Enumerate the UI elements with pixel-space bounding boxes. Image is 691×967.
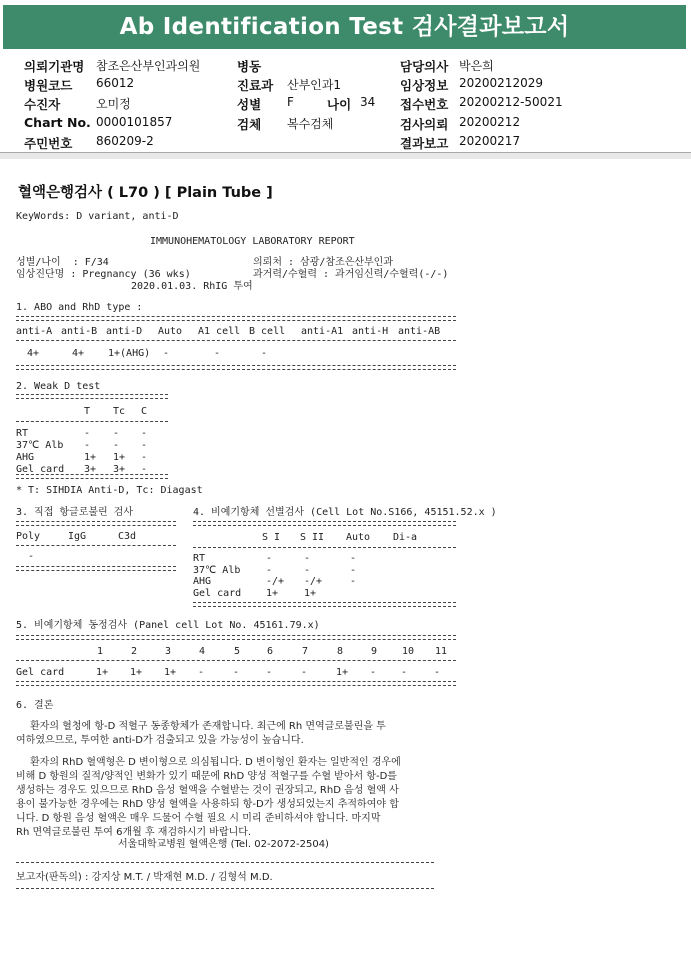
s2-cell: - — [141, 428, 148, 439]
s5-value-cell: - — [370, 667, 377, 678]
s4-header-cell: S I — [262, 532, 281, 543]
sex-label: 성별 — [237, 97, 262, 112]
para2-line5: 니다. D 항원 음성 혈액은 매우 드물어 수혈 필요 시 미리 준비하셔야 합니다. 마지막 — [16, 813, 381, 824]
receiver-value: 오미정 — [96, 97, 131, 111]
s4-cell: -/+ — [304, 576, 323, 587]
s5-header-cell: 5 — [234, 646, 241, 657]
request-value: 20200212 — [459, 115, 521, 129]
s5-header-cell: 7 — [302, 646, 309, 657]
hospital-label: 의뢰기관명 — [24, 59, 85, 74]
s5-header-cell: 8 — [337, 646, 344, 657]
s2-header-cell: Tc — [113, 406, 126, 417]
s4-rule-top — [193, 521, 456, 526]
s2-cell: - — [141, 440, 148, 451]
s1-value-cell: - — [261, 348, 268, 359]
s5-value-cell: - — [266, 667, 273, 678]
s1-header-cell: anti-A1 — [301, 326, 344, 337]
report-date-label: 결과보고 — [400, 136, 449, 151]
header-divider — [0, 152, 691, 159]
report-title: Ab Identification Test 검사결과보고서 — [119, 14, 570, 40]
s5-header-cell: 3 — [165, 646, 172, 657]
s4-header-cell: Di-a — [393, 532, 418, 543]
s4-row-label: RT — [193, 553, 206, 564]
s2-cell: - — [84, 440, 91, 451]
s1-header-cell: anti-H — [352, 326, 389, 337]
s4-header-cell: Auto — [346, 532, 371, 543]
s5-value-cell: 1+ — [164, 667, 177, 678]
clinical-dx-line: 임상진단명 : Pregnancy (36 wks) — [16, 269, 191, 280]
ssn-value: 860209-2 — [96, 134, 154, 148]
s4-row-label: 37℃ Alb — [193, 564, 241, 576]
s5-value-cell: 1+ — [130, 667, 143, 678]
s4-rule-bottom — [193, 602, 456, 607]
s5-header-cell: 11 — [435, 646, 448, 657]
report-title-banner — [3, 5, 686, 49]
s4-cell: 1+ — [304, 587, 317, 599]
s1-header-cell: Auto — [158, 326, 183, 337]
s4-cell: - — [350, 576, 357, 587]
s4-header-cell: S II — [300, 532, 325, 543]
s1-rule-top — [16, 316, 456, 321]
s5-value-cell: - — [198, 667, 205, 678]
s1-header-cell: B cell — [249, 326, 286, 337]
s1-title: 1. ABO and RhD type : — [16, 302, 143, 313]
s2-row-label: AHG — [16, 452, 35, 463]
s2-cell: - — [141, 464, 148, 475]
s3-header-cell: C3d — [118, 531, 137, 542]
clinical-dx-line2: 2020.01.03. RhIG 투여 — [131, 281, 253, 292]
para1-line1: 환자의 혈청에 항-D 적혈구 동종항체가 존재합니다. 최근에 Rh 면역글로불린을 투 — [30, 721, 386, 732]
s1-rule-mid — [16, 340, 456, 341]
s5-header-cell: 9 — [371, 646, 378, 657]
s1-rule-bottom — [16, 365, 456, 370]
sex-value: F — [287, 95, 294, 109]
s4-cell: - — [304, 564, 311, 576]
dept-value: 산부인과1 — [287, 78, 342, 92]
s5-header-cell: 10 — [402, 646, 415, 657]
accession-label: 접수번호 — [400, 97, 449, 112]
dept-label: 진료과 — [237, 78, 274, 93]
history-line: 과거력/수혈력 : 과거임신력/수혈력(-/-) — [253, 269, 449, 280]
s5-rule-mid — [16, 660, 456, 661]
s5-value-cell: - — [434, 667, 441, 678]
patient-info-header — [0, 54, 691, 150]
code-value: 66012 — [96, 76, 135, 90]
s2-cell: - — [113, 440, 120, 451]
s5-value-cell: - — [301, 667, 308, 678]
doctor-label: 담당의사 — [400, 59, 449, 74]
s4-title: 4. 비예기항체 선별검사 (Cell Lot No.S166, 45151.52.x ) — [193, 507, 497, 518]
ssn-label: 주민번호 — [24, 136, 73, 151]
s4-cell: - — [350, 553, 357, 564]
conclusion-paragraph-1 — [16, 720, 486, 748]
s4-cell: 1+ — [266, 587, 279, 599]
s3-rule-top — [16, 521, 176, 526]
section-title: 혈액은행검사 ( L70 ) [ Plain Tube ] — [18, 185, 273, 201]
chart-label: Chart No. — [24, 115, 91, 130]
para2-line4: 용이 불가능한 경우에는 RhD 양성 혈액을 사용하되 항-D가 생성되었는지 추적하여야 합 — [16, 799, 399, 810]
s5-header-cell: 6 — [267, 646, 274, 657]
s2-cell: 3+ — [113, 464, 126, 475]
specimen-value: 복수검체 — [287, 117, 334, 131]
s2-row-label: RT — [16, 428, 29, 439]
s5-value-cell: - — [401, 667, 408, 678]
s3-rule-mid — [16, 545, 176, 546]
s2-header-cell: C — [141, 406, 148, 417]
request-label: 검사의뢰 — [400, 117, 449, 132]
s2-cell: - — [84, 428, 91, 439]
s1-value-cell: 1+(AHG) — [108, 348, 151, 359]
sex-age-line: 성별/나이 : F/34 — [16, 257, 109, 268]
s1-header-cell: anti-A — [16, 326, 53, 337]
s4-cell: - — [350, 564, 357, 576]
doctor-value: 박은희 — [459, 59, 494, 73]
s2-cell: - — [141, 452, 148, 463]
s1-value-cell: - — [163, 348, 170, 359]
s5-row-label: Gel card — [16, 667, 65, 678]
s2-rule-mid — [16, 421, 168, 422]
s4-row-label: AHG — [193, 576, 212, 587]
accession-value: 20200212-50021 — [459, 95, 563, 109]
s2-row-label: Gel card — [16, 464, 65, 475]
para2-line6: Rh 면역글로불린 투여 6개월 후 재검하시기 바랍니다. — [16, 827, 252, 838]
s5-header-cell: 2 — [131, 646, 138, 657]
s5-header-cell: 1 — [97, 646, 104, 657]
signature: 서울대학교병원 혈액은행 (Tel. 02-2072-2504) — [118, 839, 329, 850]
s2-cell: 1+ — [113, 452, 126, 463]
s4-cell: -/+ — [266, 576, 285, 587]
age-label: 나이 — [327, 97, 352, 112]
chart-value: 0000101857 — [96, 115, 173, 129]
s4-cell: - — [304, 553, 311, 564]
reporter: 보고자(판독의) : 강지상 M.T. / 박재현 M.D. / 김형석 M.D. — [16, 872, 273, 883]
reporter-rule-bottom — [16, 888, 434, 889]
s2-header-cell: T — [84, 406, 91, 417]
s2-title: 2. Weak D test — [16, 381, 101, 392]
s1-header-cell: A1 cell — [198, 326, 241, 337]
s3-header-cell: IgG — [68, 531, 87, 542]
s5-header-cell: 4 — [199, 646, 206, 657]
s5-title: 5. 비예기항체 동정검사 (Panel cell Lot No. 45161.79.x) — [16, 620, 320, 631]
s4-row-label: Gel card — [193, 587, 242, 599]
para2-line1: 환자의 RhD 혈액형은 D 변이형으로 의심됩니다. D 변이형인 환자는 일반적인 경우에 — [30, 757, 401, 768]
s2-cell: 3+ — [84, 464, 97, 475]
conclusion-paragraph-2 — [16, 756, 486, 840]
s1-header-cell: anti-D — [106, 326, 143, 337]
reporter-rule-top — [16, 862, 434, 863]
s1-header-cell: anti-AB — [398, 326, 441, 337]
report-date-value: 20200217 — [459, 134, 521, 148]
s3-rule-bottom — [16, 566, 176, 571]
lab-report-title: IMMUNOHEMATOLOGY LABORATORY REPORT — [150, 236, 355, 247]
referrer-line: 의뢰처 : 삼광/참조은산부인과 — [253, 257, 394, 268]
receiver-label: 수진자 — [24, 97, 61, 112]
s5-value-cell: - — [233, 667, 240, 678]
s2-cell: - — [113, 428, 120, 439]
s2-cell: 1+ — [84, 452, 97, 463]
clinical-value: 20200212029 — [459, 76, 543, 90]
keywords: KeyWords: D variant, anti-D — [16, 211, 179, 222]
s4-cell: - — [266, 564, 273, 576]
hospital-value: 참조은산부인과의원 — [96, 59, 201, 73]
s5-rule-bottom — [16, 681, 456, 686]
clinical-label: 임상정보 — [400, 78, 449, 93]
s6-title: 6. 결론 — [16, 700, 54, 711]
s2-rule-bottom — [16, 474, 168, 479]
specimen-label: 검체 — [237, 117, 262, 132]
s5-value-cell: 1+ — [336, 667, 349, 678]
s2-row-label: 37℃ Alb — [16, 440, 64, 451]
s4-cell: - — [266, 553, 273, 564]
s2-rule-top — [16, 394, 168, 399]
para1-line2: 여하였으므로, 투여한 anti-D가 검출되고 있을 가능성이 높습니다. — [16, 735, 304, 746]
s1-header-cell: anti-B — [61, 326, 98, 337]
s4-rule-mid — [193, 547, 456, 548]
para2-line3: 생성하는 경우도 있으므로 RhD 음성 혈액을 수혈받는 것이 권장되고, RhD 음성 혈액 사 — [16, 785, 399, 796]
age-value: 34 — [360, 95, 376, 109]
s3-value-cell: - — [28, 551, 35, 562]
s5-value-cell: 1+ — [96, 667, 109, 678]
para2-line2: 비해 D 항원의 질적/양적인 변화가 있기 때문에 RhD 양성 적혈구를 수혈 받아서 항-D를 — [16, 771, 397, 782]
s5-rule-top — [16, 635, 456, 640]
ward-label: 병동 — [237, 59, 262, 74]
s2-note: * T: SIHDIA Anti-D, Tc: Diagast — [16, 485, 203, 496]
s3-header-cell: Poly — [16, 531, 41, 542]
s3-title: 3. 직접 항글로불린 검사 — [16, 507, 134, 518]
s1-value-cell: - — [214, 348, 221, 359]
s1-value-cell: 4+ — [72, 348, 85, 359]
code-label: 병원코드 — [24, 78, 73, 93]
s1-value-cell: 4+ — [27, 348, 40, 359]
